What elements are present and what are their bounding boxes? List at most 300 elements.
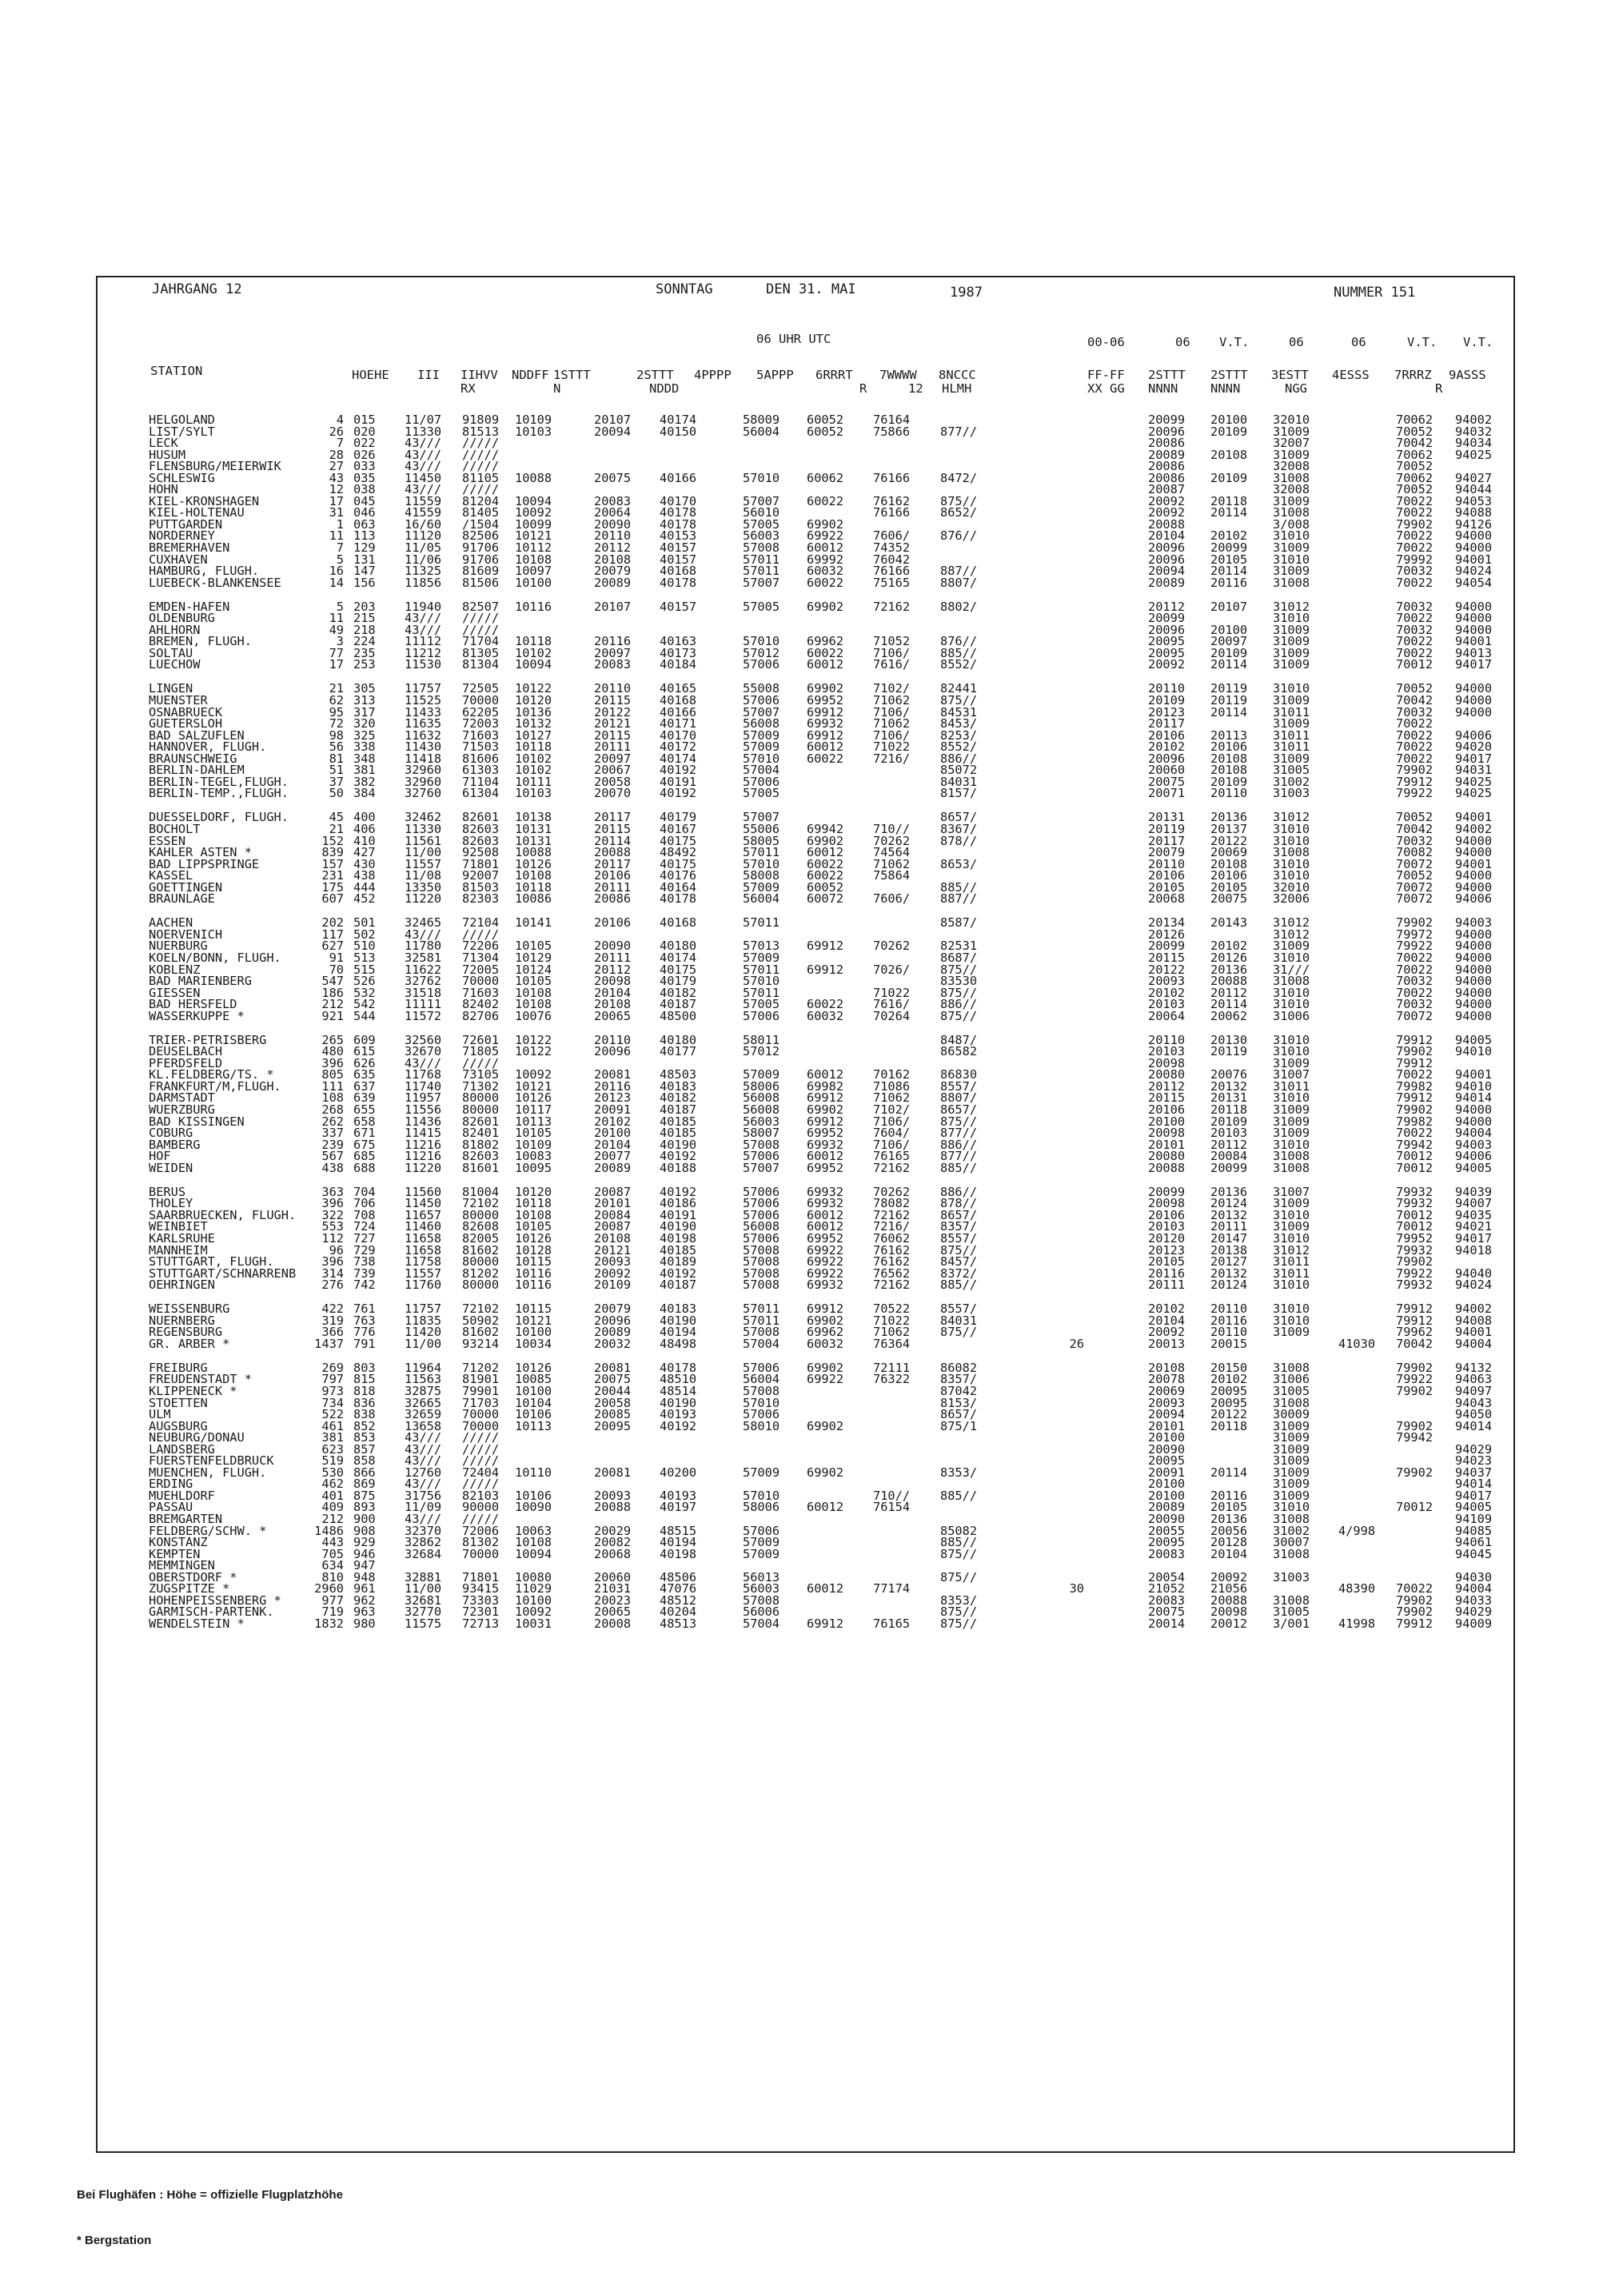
obs-value: 30007 — [1273, 1535, 1310, 1550]
obs-value: 94000 — [1455, 845, 1493, 860]
station-row — [149, 1279, 1516, 1291]
obs-value: 81606 — [462, 751, 500, 766]
obs-value: 81601 — [462, 1160, 500, 1175]
obs-value: 20136 — [1210, 1512, 1248, 1527]
obs-value: 4 — [336, 413, 344, 427]
obs-value: 11635 — [405, 716, 442, 731]
obs-value: 7106/ — [873, 727, 911, 743]
obs-value: ///// — [462, 927, 500, 942]
obs-value: 31009 — [1273, 1114, 1310, 1129]
obs-value: 31009 — [1273, 1477, 1310, 1492]
col-5appp: 5APPP — [756, 368, 794, 382]
obs-value: 510 — [353, 939, 376, 954]
obs-value: 7102/ — [873, 681, 911, 696]
obs-value: 20110 — [1148, 1032, 1186, 1047]
obs-value: 20131 — [1148, 810, 1186, 825]
obs-value: 79902 — [1396, 1604, 1434, 1620]
obs-value: 10083 — [515, 1149, 552, 1164]
obs-value: 32681 — [405, 1592, 442, 1608]
obs-value: 8802/ — [940, 599, 978, 614]
obs-value: 11760 — [405, 1278, 442, 1293]
obs-value: 10092 — [515, 1067, 552, 1082]
obs-value: 40166 — [660, 704, 697, 719]
obs-value: 20104 — [1210, 1546, 1248, 1561]
obs-value: 48510 — [660, 1372, 697, 1387]
obs-value: 20044 — [594, 1384, 632, 1399]
obs-value: 852 — [353, 1418, 376, 1433]
obs-value: 58006 — [743, 1500, 780, 1515]
obs-value: 10108 — [515, 985, 552, 1000]
obs-value: 11430 — [405, 739, 442, 755]
obs-value: 20086 — [1148, 459, 1186, 474]
obs-value: 58011 — [743, 1032, 780, 1047]
obs-value: 262 — [321, 1114, 344, 1129]
obs-value: 94045 — [1455, 1546, 1493, 1561]
obs-value: 70062 — [1396, 447, 1434, 462]
obs-value: 5 — [336, 599, 344, 614]
obs-value: 20014 — [1148, 1616, 1186, 1631]
obs-value: 20109 — [1210, 1114, 1248, 1129]
obs-value: 81802 — [462, 1137, 500, 1152]
obs-value: 40165 — [660, 681, 697, 696]
obs-value: 11940 — [405, 599, 442, 614]
obs-value: 40193 — [660, 1407, 697, 1422]
obs-value: 7604/ — [873, 1126, 911, 1141]
col-4pppp: 4PPPP — [694, 368, 732, 382]
obs-value: 876// — [940, 634, 978, 649]
obs-value: 43/// — [405, 927, 442, 942]
obs-value: 74352 — [873, 540, 911, 556]
obs-value: 94088 — [1455, 505, 1493, 520]
obs-value: 31009 — [1273, 657, 1310, 672]
obs-value: 40192 — [660, 1266, 697, 1281]
obs-value: 69902 — [807, 1102, 844, 1118]
obs-value: 401 — [321, 1488, 344, 1503]
obs-value: 8353/ — [940, 1465, 978, 1480]
obs-value: 885// — [940, 1278, 978, 1293]
obs-value: 8657/ — [940, 1102, 978, 1118]
obs-value: 20081 — [594, 1465, 632, 1480]
obs-value: 94027 — [1455, 470, 1493, 485]
obs-value: 94017 — [1455, 657, 1493, 672]
obs-value: 10131 — [515, 822, 552, 836]
issue-number: NUMMER 151 — [1334, 285, 1416, 301]
obs-value: 31011 — [1273, 727, 1310, 743]
obs-value: 818 — [353, 1384, 376, 1399]
obs-value: 20099 — [1148, 413, 1186, 427]
obs-value: 56004 — [743, 891, 780, 907]
obs-value: 40192 — [660, 1184, 697, 1199]
obs-value: 20104 — [594, 1137, 632, 1152]
obs-value: 20096 — [1148, 552, 1186, 567]
obs-value: 10121 — [515, 1313, 552, 1328]
obs-value: 43/// — [405, 1430, 442, 1445]
time-label-main: 06 UHR UTC — [756, 332, 831, 346]
obs-value: 035 — [353, 470, 376, 485]
obs-value: 40163 — [660, 634, 697, 649]
obs-value: 57006 — [743, 1008, 780, 1023]
obs-value: 20096 — [594, 1044, 632, 1059]
obs-value: 57013 — [743, 939, 780, 954]
col-8nccc: 8NCCC — [939, 368, 976, 382]
obs-value: 79902 — [1396, 516, 1434, 532]
obs-value: 10132 — [515, 716, 552, 731]
station-name: KIEL-KRONSHAGEN — [149, 493, 260, 508]
col-iii: III — [417, 368, 440, 382]
obs-value: 886// — [940, 997, 978, 1012]
obs-value: 70022 — [1396, 611, 1434, 626]
obs-value: 94004 — [1455, 1336, 1493, 1351]
obs-value: 20101 — [1148, 1137, 1186, 1152]
obs-value: 363 — [321, 1184, 344, 1199]
obs-value: 20068 — [594, 1546, 632, 1561]
obs-value: 20095 — [1148, 634, 1186, 649]
obs-value: 513 — [353, 950, 376, 965]
obs-value: 20068 — [1148, 891, 1186, 907]
obs-value: 338 — [353, 739, 376, 755]
obs-value: 40175 — [660, 856, 697, 871]
obs-value: 82601 — [462, 1114, 500, 1129]
obs-value: 10118 — [515, 879, 552, 895]
obs-value: 79902 — [1396, 1418, 1434, 1433]
obs-value: 82005 — [462, 1231, 500, 1246]
obs-value: 5 — [336, 552, 344, 567]
obs-value: 69982 — [807, 1078, 844, 1094]
obs-value: 31009 — [1273, 716, 1310, 731]
obs-value: 48513 — [660, 1616, 697, 1631]
obs-value: 98 — [329, 727, 344, 743]
obs-value: 11120 — [405, 528, 442, 544]
obs-value: 900 — [353, 1512, 376, 1527]
obs-value: 396 — [321, 1254, 344, 1270]
obs-value: 31009 — [1273, 622, 1310, 637]
obs-value: 10118 — [515, 1196, 552, 1211]
obs-value: 20060 — [594, 1569, 632, 1584]
obs-value: 20091 — [1148, 1465, 1186, 1480]
obs-value: 57005 — [743, 516, 780, 532]
obs-value: 79922 — [1396, 786, 1434, 801]
station-name: PUTTGARDEN — [149, 516, 223, 532]
obs-value: 542 — [353, 997, 376, 1012]
col-2sttt-sub: NDDD — [649, 381, 680, 396]
obs-value: 20088 — [1148, 1160, 1186, 1175]
obs-value: 28 — [329, 447, 344, 462]
station-name: FLENSBURG/MEIERWIK — [149, 459, 281, 474]
col-r-2sttt-b: 2STTT — [1210, 368, 1248, 382]
obs-value: 60012 — [807, 540, 844, 556]
obs-value: 948 — [353, 1569, 376, 1584]
obs-value: 70262 — [873, 1184, 911, 1199]
obs-value: 20105 — [1210, 552, 1248, 567]
station-name: COBURG — [149, 1126, 193, 1141]
obs-value: 20081 — [594, 1067, 632, 1082]
station-name: ERDING — [149, 1477, 193, 1492]
obs-value: 10128 — [515, 1242, 552, 1258]
obs-value: 11557 — [405, 1266, 442, 1281]
obs-value: 20079 — [1148, 845, 1186, 860]
obs-value: 11460 — [405, 1219, 442, 1234]
obs-value: 704 — [353, 1184, 376, 1199]
station-name: OEHRINGEN — [149, 1278, 215, 1293]
obs-value: 94000 — [1455, 681, 1493, 696]
obs-value: 31010 — [1273, 1301, 1310, 1317]
obs-value: 8552/ — [940, 657, 978, 672]
obs-value: 57009 — [743, 1546, 780, 1561]
obs-value: 615 — [353, 1044, 376, 1059]
obs-value: 94001 — [1455, 810, 1493, 825]
obs-value: 11450 — [405, 1196, 442, 1211]
obs-value: 72005 — [462, 962, 500, 977]
obs-value: 31002 — [1273, 1523, 1310, 1538]
obs-value: 76154 — [873, 1500, 911, 1515]
obs-value: 20023 — [594, 1592, 632, 1608]
obs-value: 57009 — [743, 950, 780, 965]
obs-value: 20089 — [1148, 575, 1186, 590]
obs-value: 887// — [940, 891, 978, 907]
obs-value: 70022 — [1396, 985, 1434, 1000]
obs-value: 69902 — [807, 599, 844, 614]
obs-value: 20111 — [1210, 1219, 1248, 1234]
obs-value: 875/1 — [940, 1418, 978, 1433]
obs-value: 20108 — [1148, 1360, 1186, 1375]
obs-value: 82603 — [462, 1149, 500, 1164]
obs-value: 70072 — [1396, 879, 1434, 895]
obs-value: ///// — [462, 436, 500, 451]
obs-value: 11622 — [405, 962, 442, 977]
obs-value: 11632 — [405, 727, 442, 743]
obs-value: 8367/ — [940, 822, 978, 836]
obs-value: 72104 — [462, 915, 500, 931]
station-name: BRAUNSCHWEIG — [149, 751, 237, 766]
obs-value: 76562 — [873, 1266, 911, 1281]
obs-value: 337 — [321, 1126, 344, 1141]
obs-value: 60022 — [807, 868, 844, 883]
obs-value: 729 — [353, 1242, 376, 1258]
obs-value: 72162 — [873, 599, 911, 614]
col-ff-ff-sub: XX GG — [1087, 381, 1125, 396]
obs-value: 10108 — [515, 552, 552, 567]
obs-value: 94000 — [1455, 833, 1493, 848]
obs-value: 10116 — [515, 1278, 552, 1293]
obs-value: 7606/ — [873, 891, 911, 907]
obs-value: 71062 — [873, 716, 911, 731]
obs-value: 13350 — [405, 879, 442, 895]
obs-value: 70052 — [1396, 424, 1434, 439]
obs-value: 60022 — [807, 856, 844, 871]
obs-value: 14 — [329, 575, 344, 590]
obs-value: 20083 — [1148, 1546, 1186, 1561]
obs-value: 20108 — [1210, 447, 1248, 462]
obs-value: 94000 — [1455, 950, 1493, 965]
obs-value: 60012 — [807, 657, 844, 672]
obs-value: 57011 — [743, 1313, 780, 1328]
obs-value: 82608 — [462, 1219, 500, 1234]
obs-value: 79912 — [1396, 1616, 1434, 1631]
obs-value: 20080 — [1148, 1067, 1186, 1082]
obs-value: 20115 — [594, 693, 632, 708]
station-name: FUERSTENFELDBRUCK — [149, 1453, 274, 1469]
obs-value: 31010 — [1273, 1278, 1310, 1293]
obs-value: 20095 — [1148, 1453, 1186, 1469]
obs-value: 57011 — [743, 1301, 780, 1317]
obs-value: 56003 — [743, 1114, 780, 1129]
obs-value: 56010 — [743, 505, 780, 520]
obs-value: 43/// — [405, 459, 442, 474]
obs-value: 70072 — [1396, 891, 1434, 907]
obs-value: 60012 — [807, 1500, 844, 1515]
obs-value: 063 — [353, 516, 376, 532]
obs-value: 40178 — [660, 505, 697, 520]
obs-value: 31006 — [1273, 1372, 1310, 1387]
obs-value: 20100 — [1148, 1477, 1186, 1492]
station-name: BAD LIPPSPRINGE — [149, 856, 260, 871]
obs-value: 31011 — [1273, 1266, 1310, 1281]
obs-value: 85082 — [940, 1523, 978, 1538]
obs-value: 95 — [329, 704, 344, 719]
obs-value: 532 — [353, 985, 376, 1000]
obs-value: 973 — [321, 1384, 344, 1399]
obs-value: 94033 — [1455, 1592, 1493, 1608]
col-station: STATION — [150, 364, 203, 378]
obs-value: 48498 — [660, 1336, 697, 1351]
obs-value: 93214 — [462, 1336, 500, 1351]
obs-value: 810 — [321, 1569, 344, 1584]
obs-value: 20104 — [1148, 1313, 1186, 1328]
right-time-2: 06 — [1175, 335, 1190, 349]
obs-value: 11433 — [405, 704, 442, 719]
obs-value: 72111 — [873, 1360, 911, 1375]
obs-value: 31002 — [1273, 774, 1310, 789]
obs-value: 94018 — [1455, 1242, 1493, 1258]
obs-value: 658 — [353, 1114, 376, 1129]
obs-value: 70022 — [1396, 505, 1434, 520]
obs-value: 69922 — [807, 1372, 844, 1387]
obs-value: 80000 — [462, 1207, 500, 1222]
obs-value: 40180 — [660, 1032, 697, 1047]
obs-value: 82506 — [462, 528, 500, 544]
obs-value: 20096 — [1148, 751, 1186, 766]
obs-value: 20088 — [594, 1500, 632, 1515]
obs-value: 11740 — [405, 1078, 442, 1094]
obs-value: 94014 — [1455, 1477, 1493, 1492]
obs-value: 43/// — [405, 1453, 442, 1469]
obs-value: 11 — [329, 528, 344, 544]
obs-value: 94002 — [1455, 822, 1493, 836]
obs-value: 20100 — [1148, 1488, 1186, 1503]
obs-value: 20092 — [594, 1266, 632, 1281]
obs-value: 82706 — [462, 1008, 500, 1023]
obs-value: 70032 — [1396, 997, 1434, 1012]
obs-value: 875// — [940, 1546, 978, 1561]
station-name: STOETTEN — [149, 1395, 208, 1410]
obs-value: 76364 — [873, 1336, 911, 1351]
obs-value: 10118 — [515, 739, 552, 755]
station-name: THOLEY — [149, 1196, 193, 1211]
obs-value: 40174 — [660, 751, 697, 766]
obs-value: 876// — [940, 528, 978, 544]
obs-value: 94031 — [1455, 763, 1493, 778]
obs-value: 20106 — [594, 868, 632, 883]
jahrgang: JAHRGANG 12 — [152, 281, 242, 297]
obs-value: 10095 — [515, 1160, 552, 1175]
obs-value: 20097 — [594, 751, 632, 766]
obs-value: 57008 — [743, 1242, 780, 1258]
obs-value: 85072 — [940, 763, 978, 778]
obs-value: 10122 — [515, 1032, 552, 1047]
obs-value: 61304 — [462, 786, 500, 801]
obs-value: 836 — [353, 1395, 376, 1410]
station-name: CUXHAVEN — [149, 552, 208, 567]
obs-value: 20092 — [1148, 493, 1186, 508]
obs-value: 20134 — [1148, 915, 1186, 931]
obs-value: 31003 — [1273, 786, 1310, 801]
station-name: GUETERSLOH — [149, 716, 223, 731]
obs-value: 20013 — [1148, 1336, 1186, 1351]
obs-value: 94005 — [1455, 1032, 1493, 1047]
obs-value: 70012 — [1396, 1160, 1434, 1175]
station-name: PFERDSFELD — [149, 1055, 223, 1070]
obs-value: 31009 — [1273, 1418, 1310, 1433]
obs-value: 20095 — [594, 1418, 632, 1433]
obs-value: 71302 — [462, 1078, 500, 1094]
obs-value: 20150 — [1210, 1360, 1248, 1375]
obs-value: 80000 — [462, 1278, 500, 1293]
obs-value: 20086 — [1148, 470, 1186, 485]
obs-value: 70052 — [1396, 459, 1434, 474]
obs-value: 20094 — [1148, 564, 1186, 579]
obs-value: 20110 — [594, 1032, 632, 1047]
col-1sttt: 1STTT — [553, 368, 591, 382]
obs-value: 853 — [353, 1430, 376, 1445]
obs-value: 31009 — [1273, 751, 1310, 766]
obs-value: 94001 — [1455, 552, 1493, 567]
obs-value: 20102 — [1210, 939, 1248, 954]
obs-value: 20069 — [1148, 1384, 1186, 1399]
col-1sttt-sub: N — [553, 381, 561, 396]
obs-value: 026 — [353, 447, 376, 462]
obs-value: 40200 — [660, 1465, 697, 1480]
obs-value: 20114 — [594, 833, 632, 848]
station-name: FELDBERG/SCHW. * — [149, 1523, 267, 1538]
station-name: LUECHOW — [149, 657, 201, 672]
obs-value: 7616/ — [873, 657, 911, 672]
obs-value: 20098 — [1210, 1604, 1248, 1620]
obs-value: 94000 — [1455, 1102, 1493, 1118]
obs-value: 40191 — [660, 1207, 697, 1222]
obs-value: ///// — [462, 1512, 500, 1527]
obs-value: 31008 — [1273, 1149, 1310, 1164]
obs-value: 634 — [321, 1558, 344, 1573]
obs-value: 20117 — [1148, 833, 1186, 848]
obs-value: 60022 — [807, 645, 844, 660]
obs-value: 69902 — [807, 681, 844, 696]
obs-value: 70022 — [1396, 634, 1434, 649]
obs-value: 20090 — [594, 516, 632, 532]
obs-value: 32008 — [1273, 482, 1310, 497]
obs-value: 797 — [321, 1372, 344, 1387]
obs-value: 11559 — [405, 493, 442, 508]
obs-value: 57011 — [743, 962, 780, 977]
obs-value: 57009 — [743, 727, 780, 743]
obs-value: 11556 — [405, 1102, 442, 1118]
obs-value: 31010 — [1273, 681, 1310, 696]
obs-value: 57006 — [743, 1149, 780, 1164]
obs-value: 147 — [353, 564, 376, 579]
obs-value: 31009 — [1273, 1465, 1310, 1480]
obs-value: 878// — [940, 833, 978, 848]
station-name: WEISSENBURG — [149, 1301, 230, 1317]
obs-value: 94040 — [1455, 1266, 1493, 1281]
